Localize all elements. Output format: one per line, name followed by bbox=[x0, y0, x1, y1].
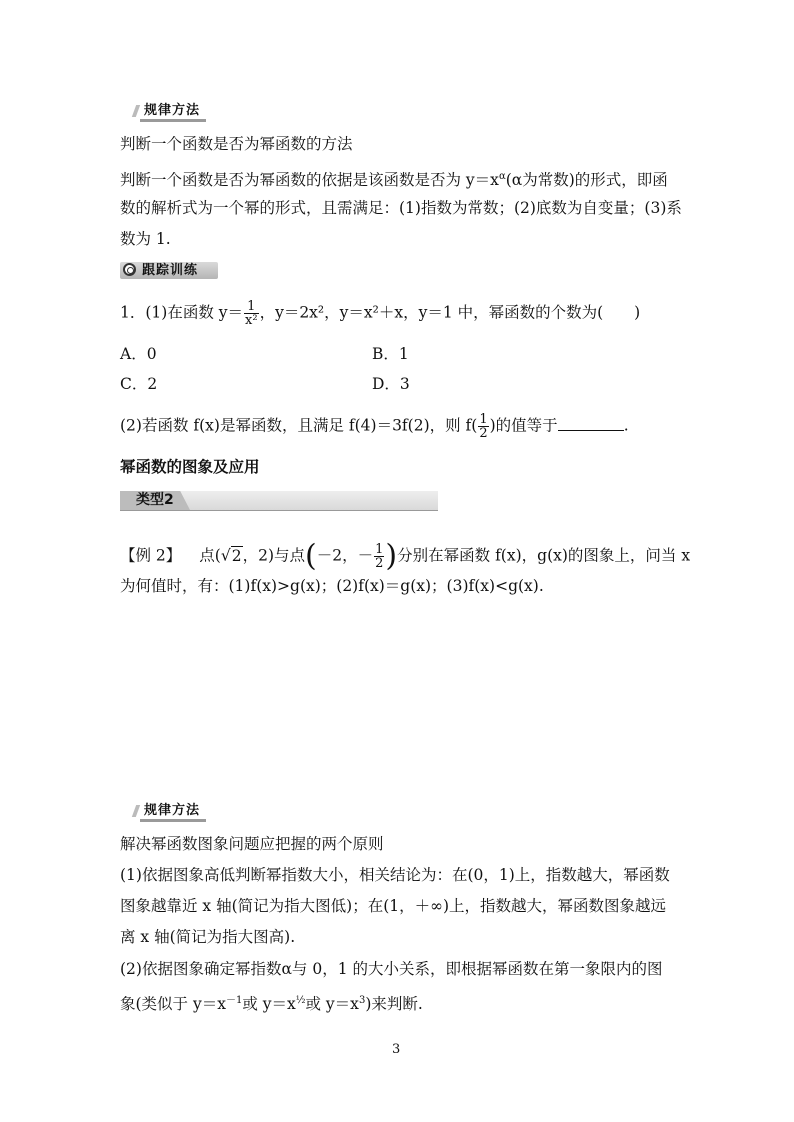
type-label: 类型2 bbox=[136, 492, 174, 508]
fraction: $\frac{1}{2}$ bbox=[479, 412, 488, 441]
method-line: 象(类似于 $y=x^{-1}$或 $y=x^{\frac{1}{2}}$或 $y=x^3$)来判断. bbox=[120, 995, 423, 1014]
method-line: 数为 1. bbox=[120, 230, 171, 248]
type-header bbox=[120, 491, 438, 511]
example-tag: 【例 2】 bbox=[120, 546, 182, 565]
example-stem: 【例 2】 点(√2，2)与点(－2，－ $\frac{1}{2}$ )分别在幂函数 f(x)，g(x)的图象上，问当 x bbox=[120, 538, 691, 574]
question-part2: (2)若函数 f(x)是幂函数，且满足 f(4)＝3f(2)，则 f( $\frac{1}{2}$ )的值等于 . bbox=[120, 412, 629, 441]
option-d: D．3 bbox=[372, 375, 410, 393]
answer-blank[interactable] bbox=[558, 416, 624, 431]
option-c: C．2 bbox=[120, 375, 158, 393]
method-line: (1)依据图象高低判断幂指数大小，相关结论为：在(0，1)上，指数越大，幂函数 bbox=[120, 866, 670, 884]
method-badge: 规律方法 bbox=[140, 103, 206, 122]
target-icon bbox=[123, 263, 136, 276]
tracking-training-header bbox=[120, 262, 218, 279]
fraction: $\frac{1}{\text{x²}}$ bbox=[245, 299, 258, 328]
method-line: 离 x 轴(简记为指大图高). bbox=[120, 928, 296, 946]
section-title: 幂函数的图象及应用 bbox=[120, 458, 260, 476]
fraction: $\frac{1}{2}$ bbox=[375, 542, 384, 571]
method-badge: 规律方法 bbox=[140, 803, 206, 822]
method-title: 判断一个函数是否为幂函数的方法 bbox=[120, 135, 353, 153]
option-b: B．1 bbox=[372, 345, 409, 363]
option-a: A．0 bbox=[120, 345, 157, 363]
method-line: (2)依据图象确定幂指数α与 0，1 的大小关系，即根据幂函数在第一象限内的图 bbox=[120, 960, 663, 978]
method-line: 数的解析式为一个幂的形式，且需满足：(1)指数为常数；(2)底数为自变量；(3)系 bbox=[120, 199, 682, 217]
example-line: 为何值时，有：(1)f(x)>g(x)；(2)f(x)＝g(x)；(3)f(x)<g(x). bbox=[120, 577, 544, 595]
method-title: 解决幂函数图象问题应把握的两个原则 bbox=[120, 835, 384, 853]
method-line: 图象越靠近 x 轴(简记为指大图低)；在(1，＋∞)上，指数越大，幂函数图象越远 bbox=[120, 897, 667, 915]
question-stem: 1．(1)在函数 y＝ $\frac{1}{\text{x²}}$ ，y＝2x²，y＝x²＋x，y＝1 中，幂函数的个数为( ) bbox=[120, 299, 641, 328]
method-line: 判断一个函数是否为幂函数的依据是该函数是否为 $y=x^\alpha(\alpha$为常数)的形式，即函 bbox=[120, 171, 668, 190]
tracking-label: 跟踪训练 bbox=[142, 263, 199, 278]
page-number: 3 bbox=[392, 1042, 401, 1057]
